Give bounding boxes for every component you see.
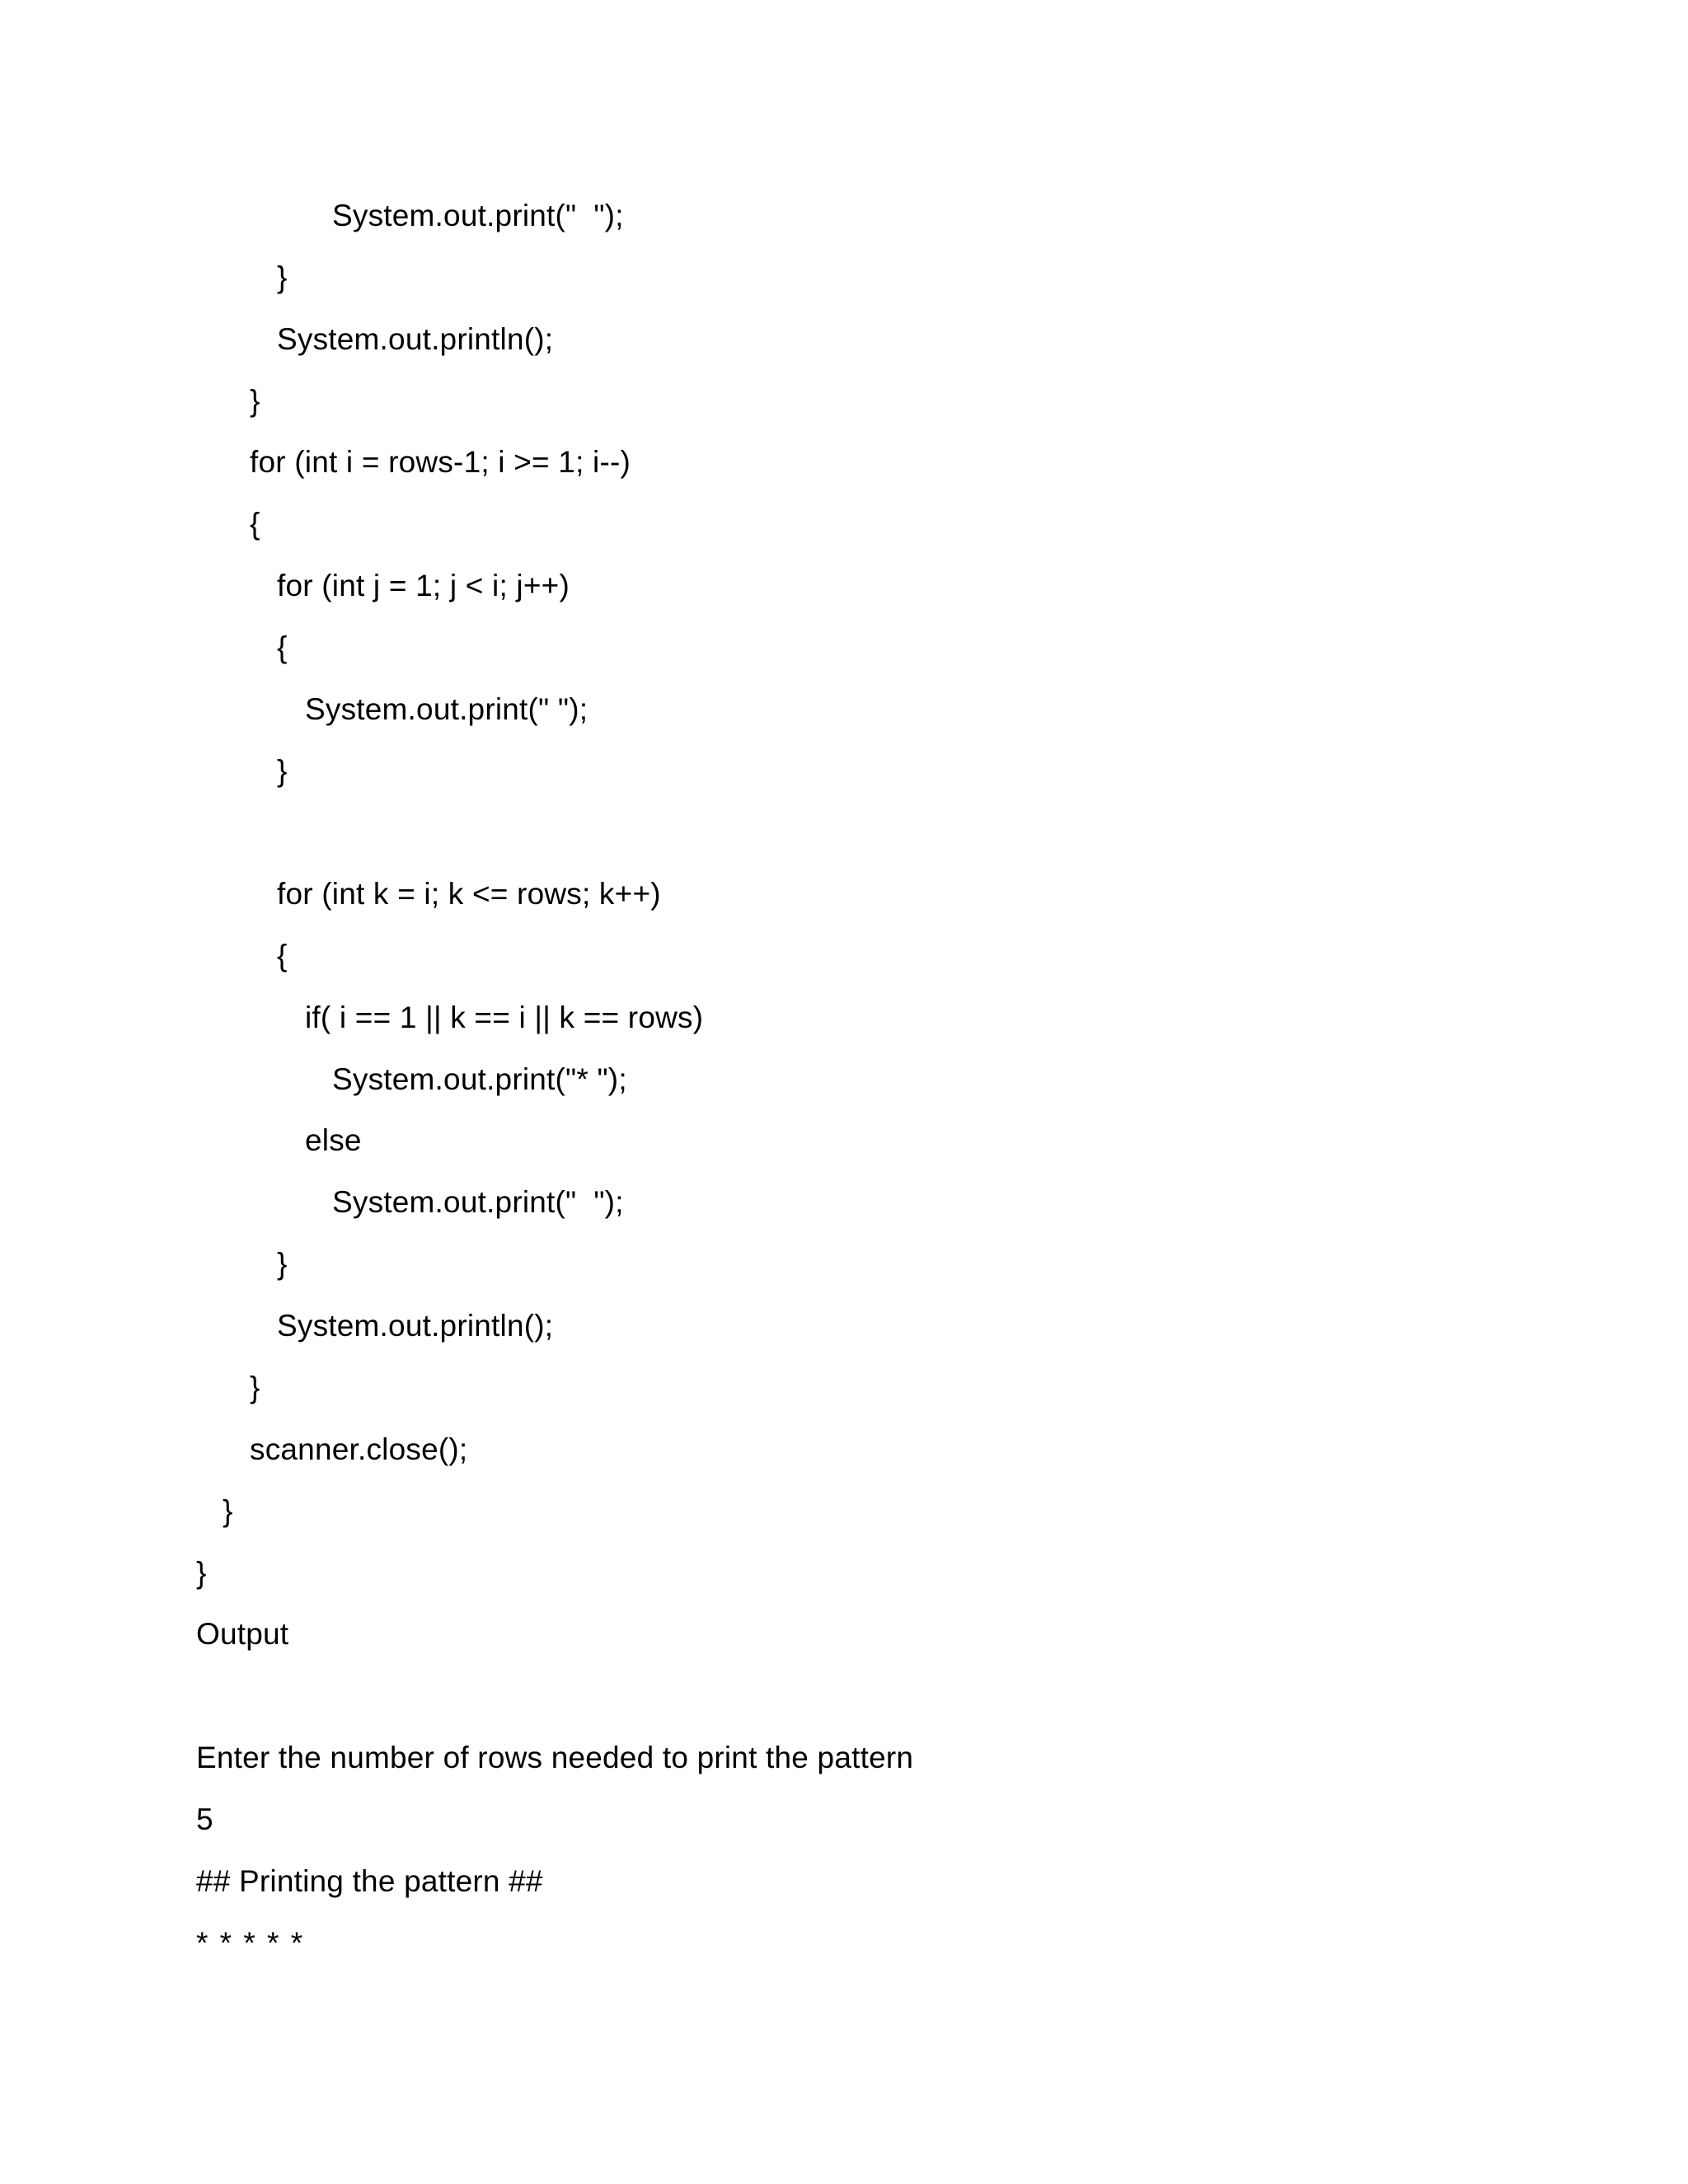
code-line: System.out.print(" "); bbox=[305, 692, 588, 726]
code-line: scanner.close(); bbox=[250, 1432, 468, 1466]
code-line: System.out.println(); bbox=[277, 322, 554, 356]
output-line: ## Printing the pattern ## bbox=[196, 1864, 543, 1898]
output-line: Enter the number of rows needed to print the pattern bbox=[196, 1741, 914, 1774]
code-line: } bbox=[277, 260, 288, 294]
code-line: { bbox=[250, 507, 260, 541]
code-line: } bbox=[196, 1556, 207, 1590]
code-line: { bbox=[277, 939, 288, 972]
output-line: * * * * * bbox=[196, 1926, 305, 1960]
code-line: for (int j = 1; j < i; j++) bbox=[277, 569, 570, 602]
code-line: } bbox=[277, 1247, 288, 1281]
code-line: if( i == 1 || k == i || k == rows) bbox=[305, 1001, 704, 1034]
code-line: } bbox=[223, 1494, 233, 1528]
code-line: } bbox=[277, 754, 288, 788]
code-line: } bbox=[250, 384, 260, 418]
output-heading: Output bbox=[196, 1617, 289, 1651]
code-line: } bbox=[250, 1371, 260, 1404]
code-line: System.out.print(" "); bbox=[332, 199, 624, 232]
output-line: 5 bbox=[196, 1802, 213, 1836]
code-line: System.out.print("* "); bbox=[332, 1062, 627, 1096]
code-line: for (int i = rows-1; i >= 1; i--) bbox=[250, 445, 631, 479]
code-line: System.out.print(" "); bbox=[332, 1185, 624, 1219]
code-line: { bbox=[277, 630, 288, 664]
code-line: System.out.println(); bbox=[277, 1309, 554, 1343]
code-line: for (int k = i; k <= rows; k++) bbox=[277, 877, 661, 911]
code-line: else bbox=[305, 1123, 362, 1157]
